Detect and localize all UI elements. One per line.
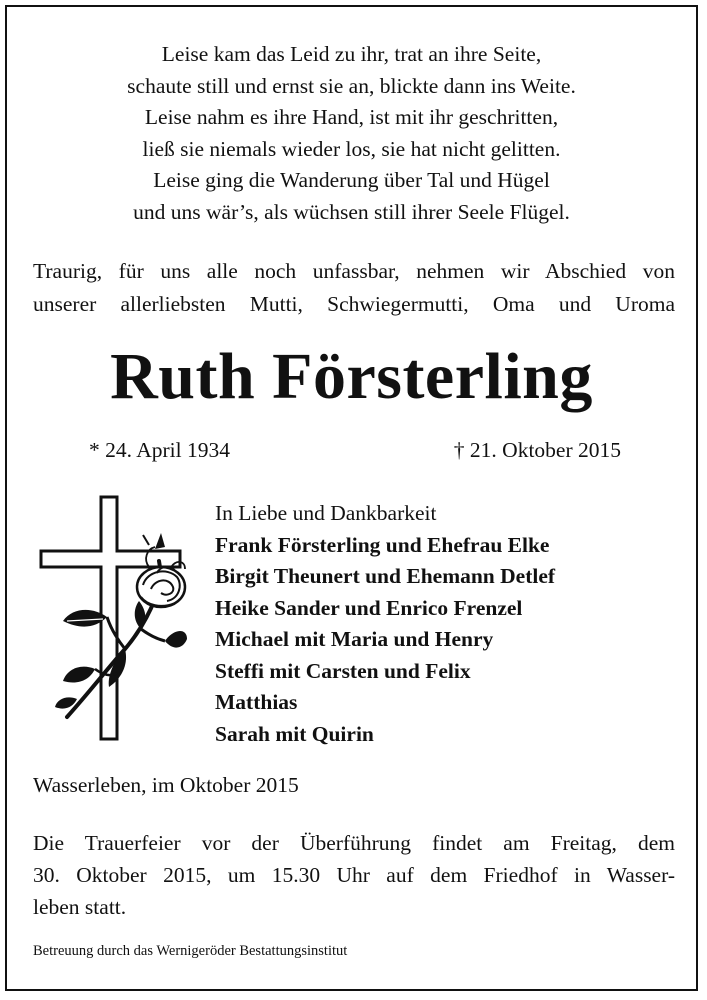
poem-line: Leise kam das Leid zu ihr, trat an ihre Seite, xyxy=(161,42,542,66)
poem-line: Leise ging die Wanderung über Tal und Hügel xyxy=(153,168,550,192)
family-member: Matthias xyxy=(215,690,298,714)
signers-intro: In Liebe und Dankbarkeit xyxy=(215,501,437,525)
funeral-line: 30. Oktober 2015, um 15.30 Uhr auf dem Friedhof in Wasser- xyxy=(33,863,675,887)
poem-line: schaute still und ernst sie an, blickte dann ins Weite. xyxy=(127,73,576,98)
farewell-intro xyxy=(33,255,675,321)
family-member: Heike Sander und Enrico Frenzel xyxy=(215,595,523,620)
deceased-name: Ruth Försterling xyxy=(110,340,593,413)
family-member: Sarah mit Quirin xyxy=(215,721,374,746)
place-date: Wasserleben, im Oktober 2015 xyxy=(33,773,299,797)
intro-line: Traurig, für uns alle noch unfassbar, nehmen wir Abschied von xyxy=(33,259,675,283)
funeral-info xyxy=(33,827,675,923)
poem-line: ließ sie niemals wieder los, sie hat nicht gelitten. xyxy=(142,136,561,161)
signers xyxy=(215,498,555,750)
poem-line: Leise nahm es ihre Hand, ist mit ihr geschritten, xyxy=(144,105,559,129)
poem xyxy=(7,39,696,228)
family-member: Steffi mit Carsten und Felix xyxy=(215,658,471,683)
poem-line: und uns wär’s, als wüchsen still ihrer Seele Flügel. xyxy=(133,199,570,224)
obituary-notice xyxy=(5,5,698,991)
funeral-line: Die Trauerfeier vor der Überführung findet am Freitag, dem xyxy=(33,831,675,855)
family-member: Michael mit Maria und Henry xyxy=(215,627,494,651)
undertaker-note: Betreuung durch das Wernigeröder Bestattungsinstitut xyxy=(33,943,348,959)
funeral-line: leben statt. xyxy=(33,895,127,919)
cross-with-rose-icon xyxy=(37,489,187,749)
intro-line: unserer allerliebsten Mutti, Schwiegermutti, Oma und Uroma xyxy=(33,292,675,316)
death-date: † 21. Oktober 2015 xyxy=(453,438,621,462)
family-member: Frank Försterling und Ehefrau Elke xyxy=(215,532,550,557)
birth-date: * 24. April 1934 xyxy=(89,438,230,462)
family-member: Birgit Theunert und Ehemann Detlef xyxy=(215,564,556,588)
